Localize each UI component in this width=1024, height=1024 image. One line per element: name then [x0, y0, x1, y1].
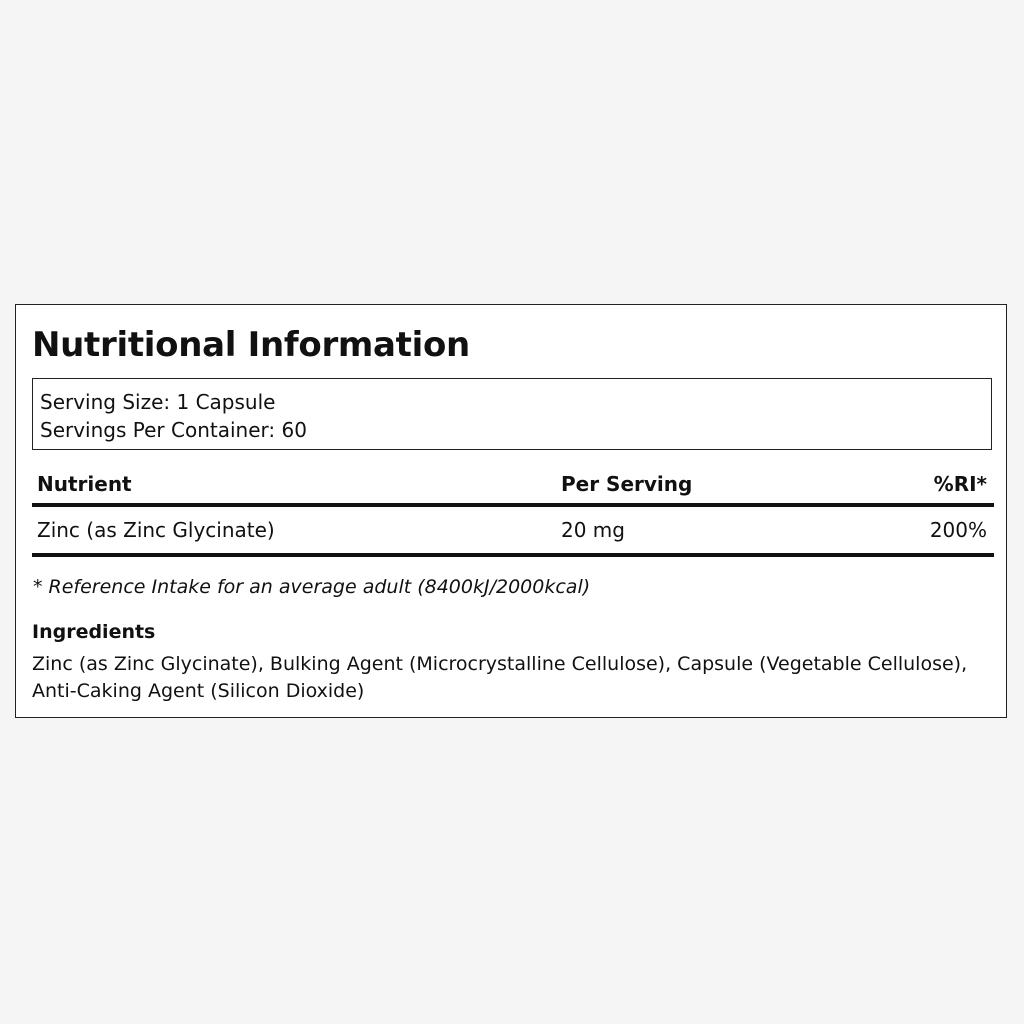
table-row [32, 503, 994, 547]
reference-intake-footnote: * Reference Intake for an average adult (8400kJ/2000kcal) [33, 576, 591, 598]
table-bottom-divider [32, 553, 994, 557]
header-divider [32, 503, 994, 507]
nutrient-per-serving: 20 mg [561, 518, 625, 542]
servings-per-container: Servings Per Container: 60 [40, 418, 307, 442]
ingredients-text: Zinc (as Zinc Glycinate), Bulking Agent (Microcrystalline Cellulose), Capsule (Vegetable Cellulose), Anti-Caking Agent (Silicon Dioxide) [32, 653, 968, 702]
column-header-ri: %RI* [933, 472, 987, 496]
column-header-per-serving: Per Serving [561, 472, 693, 496]
table-header-row [32, 465, 994, 503]
column-header-nutrient: Nutrient [37, 472, 132, 496]
serving-info-box [32, 378, 992, 450]
nutrient-name: Zinc (as Zinc Glycinate) [37, 518, 275, 542]
ingredients-heading: Ingredients [32, 621, 156, 643]
nutrient-ri: 200% [929, 518, 987, 542]
page-title: Nutritional Information [32, 325, 470, 365]
serving-size: Serving Size: 1 Capsule [40, 390, 276, 414]
nutrition-panel [15, 304, 1007, 718]
